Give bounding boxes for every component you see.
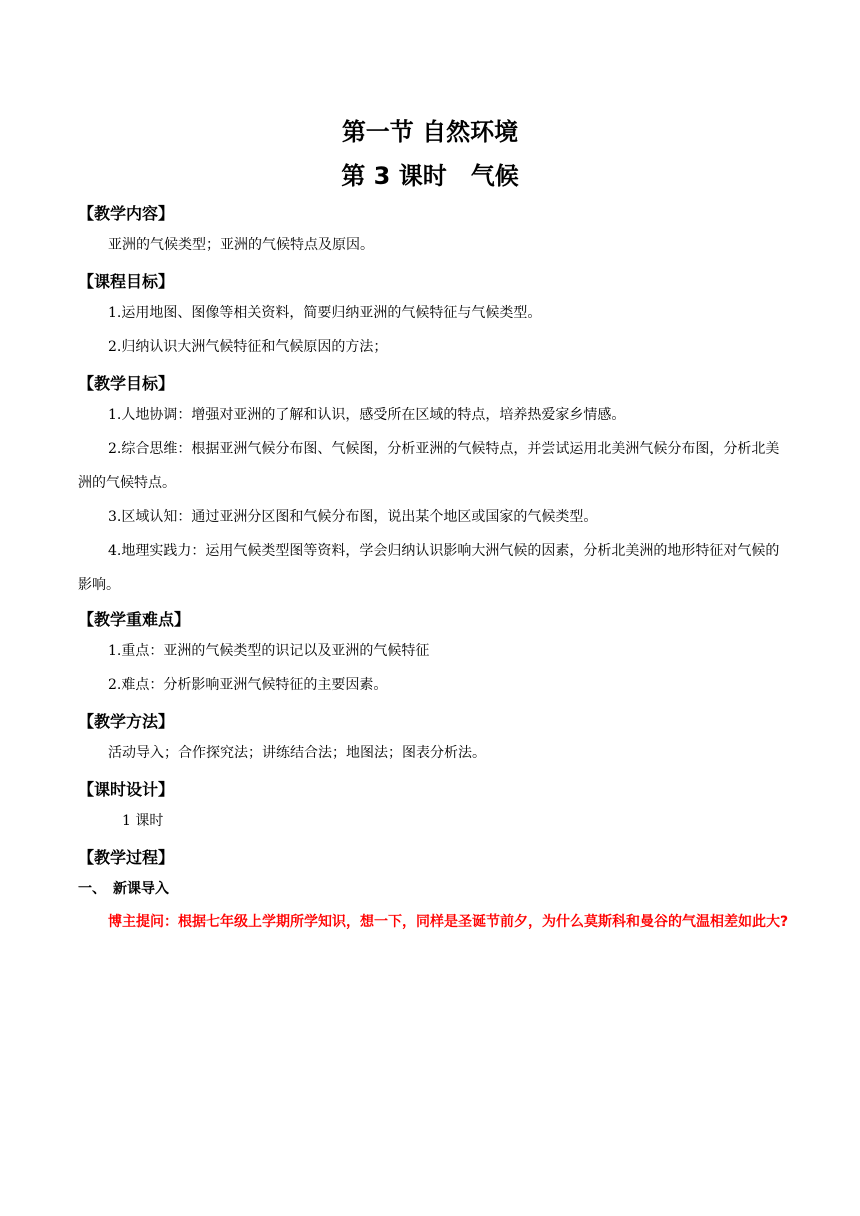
heading-key-points: 【教学重难点】 xyxy=(78,610,191,629)
lesson-design-text-block xyxy=(78,804,790,838)
course-goals-list xyxy=(78,296,790,364)
heading-course-goals: 【课程目标】 xyxy=(78,272,175,291)
teaching-goals-list xyxy=(78,398,790,602)
teaching-goal-item: 3.区域认知：通过亚洲分区图和气候分布图，说出某个地区或国家的气候类型。 xyxy=(108,509,598,525)
teaching-goal-item: 4.地理实践力：运用气候类型图等资料，学会归纳认识影响大洲气候的因素，分析北美洲的地形特征对气候的影响。 xyxy=(78,543,780,593)
document-title: 第一节 自然环境 xyxy=(341,118,519,146)
process-question: 博主提问：根据七年级上学期所学知识，想一下，同样是圣诞节前夕，为什么莫斯科和曼谷的气温相差如此大? xyxy=(108,914,789,930)
heading-lesson-design: 【课时设计】 xyxy=(78,780,175,799)
process-question-block xyxy=(78,905,790,939)
heading-methods: 【教学方法】 xyxy=(78,712,175,731)
content-text: 亚洲的气候类型；亚洲的气候特点及原因。 xyxy=(108,237,374,253)
process-step-1: 一、 新课导入 xyxy=(78,881,169,897)
teaching-goal-item: 2.综合思维：根据亚洲气候分布图、气候图，分析亚洲的气候特点，并尝试运用北美洲气候分布图，分析北美洲的气候特点。 xyxy=(78,441,780,491)
heading-teaching-goals: 【教学目标】 xyxy=(78,374,175,393)
methods-text-block xyxy=(78,736,790,770)
heading-content: 【教学内容】 xyxy=(78,204,175,223)
lesson-design-text: 1 课时 xyxy=(122,813,164,829)
heading-process: 【教学过程】 xyxy=(78,848,175,867)
teaching-goal-item: 1.人地协调：增强对亚洲的了解和认识，感受所在区域的特点，培养热爱家乡情感。 xyxy=(108,407,626,423)
document-subtitle: 第 3 课时 气候 xyxy=(341,162,519,190)
key-points-list xyxy=(78,634,790,702)
content-text-block xyxy=(78,228,790,262)
key-point-item: 2.难点：分析影响亚洲气候特征的主要因素。 xyxy=(108,677,388,693)
course-goal-item: 1.运用地图、图像等相关资料，简要归纳亚洲的气候特征与气候类型。 xyxy=(108,305,542,321)
course-goal-item: 2.归纳认识大洲气候特征和气候原因的方法； xyxy=(108,339,388,355)
methods-text: 活动导入；合作探究法；讲练结合法；地图法；图表分析法。 xyxy=(108,745,486,761)
key-point-item: 1.重点：亚洲的气候类型的识记以及亚洲的气候特征 xyxy=(108,643,430,659)
